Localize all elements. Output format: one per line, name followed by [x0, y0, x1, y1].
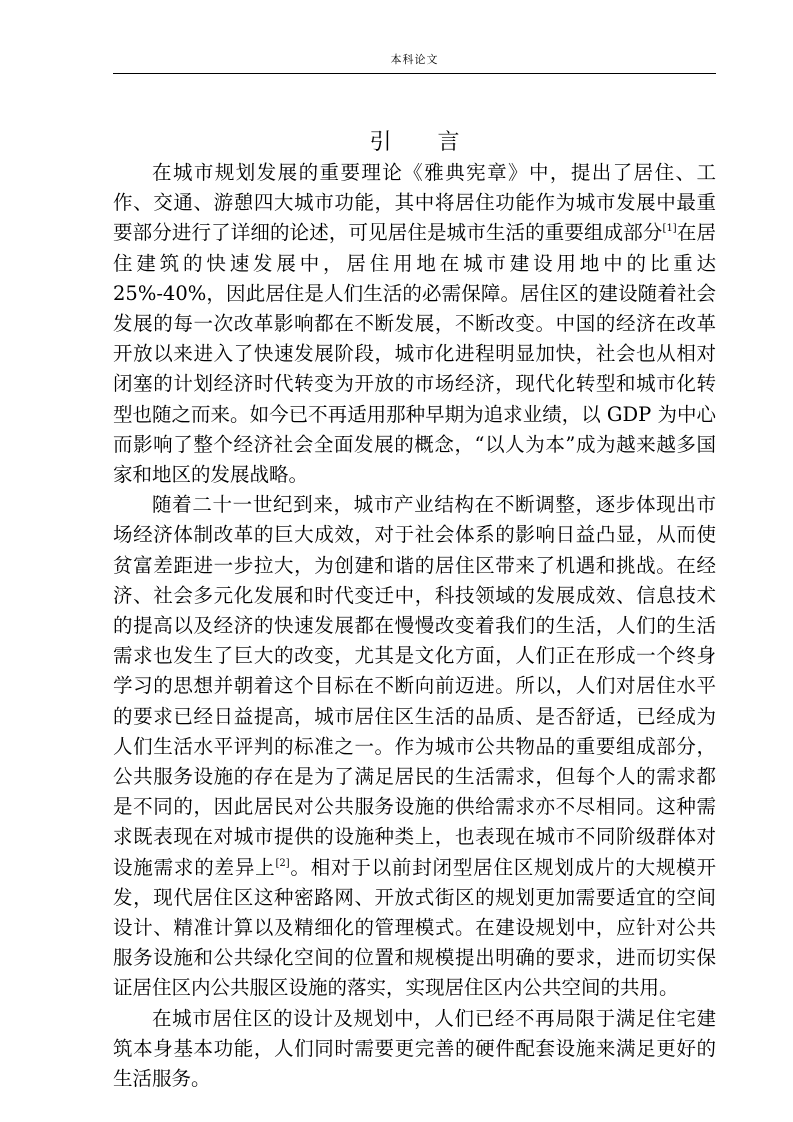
paragraph-1-text-a: 在城市规划发展的重要理论《雅典宪章》中，提出了居住、工作、交通、游憩四大城市功能，其中将居住功能作为城市发展中最重要部分进行了详细的论述，可见居住是城市生活的重要组成部分 — [113, 161, 716, 245]
section-title-char-1: 引 — [369, 130, 392, 155]
paragraph-1 — [113, 158, 716, 490]
header-rule — [113, 73, 716, 74]
paragraph-3 — [113, 1004, 716, 1095]
paragraph-1-text-b: 在居住建筑的快速发展中，居住用地在城市建设用地中的比重达 25%-40%，因此居住是人们生活的必需保障。居住区的建设随着社会发展的每一次改革影响都在不断发展，不断改变。中国的经济在改革开放以来进入了快速发展阶段，城市化进程明显加快，社会也从相对闭塞的计划经济时代转变为开放的市场经济，现代化转型和城市化转型也随之而来。如今已不再适用那种早期为追求业绩，以 GDP 为中心而影响了整个经济社会全面发展的概念，“以人为本”成为越来越多国家和地区的发展战略。 — [113, 221, 716, 487]
body-text — [113, 158, 716, 1094]
paragraph-2-text-b: 。相对于以前封闭型居住区规划成片的大规模开发，现代居住区这种密路网、开放式街区的规划更加需要适宜的空间设计、精准计算以及精细化的管理模式。在建设规划中，应针对公共服务设施和公共绿化空间的位置和规模提出明确的要求，进而切实保证居住区内公共服区设施的落实，实现居住区内公共空间的共用。 — [113, 855, 716, 1000]
section-title-char-2: 言 — [437, 130, 460, 155]
paragraph-3-text: 在城市居住区的设计及规划中，人们已经不再局限于满足住宅建筑本身基本功能，人们同时需要更完善的硬件配套设施来满足更好的生活服务。 — [113, 1006, 716, 1091]
running-header: 本科论文 — [390, 53, 439, 66]
paragraph-2 — [113, 490, 716, 1003]
section-title — [113, 128, 716, 158]
paragraph-2-text-a: 随着二十一世纪到来，城市产业结构在不断调整，逐步体现出市场经济体制改革的巨大成效，对于社会体系的影响日益凸显，从而使贫富差距进一步拉大，为创建和谐的居住区带来了机遇和挑战。在经济、社会多元化发展和时代变迁中，科技领域的发展成效、信息技术的提高以及经济的快速发展都在慢慢改变着我们的生活，人们的生活需求也发生了巨大的改变，尤其是文化方面，人们正在形成一个终身学习的思想并朝着这个目标在不断向前迈进。所以，人们对居住水平的要求已经日益提高，城市居住区生活的品质、是否舒适，已经成为人们生活水平评判的标准之一。作为城市公共物品的重要组成部分，公共服务设施的存在是为了满足居民的生活需求，但每个人的需求都是不同的，因此居民对公共服务设施的供给需求亦不尽相同。这种需求既表现在对城市提供的设施种类上，也表现在城市不同阶级群体对设施需求的差异上 — [113, 493, 716, 879]
citation-2: [2] — [275, 857, 290, 869]
citation-1: [1] — [662, 223, 677, 235]
